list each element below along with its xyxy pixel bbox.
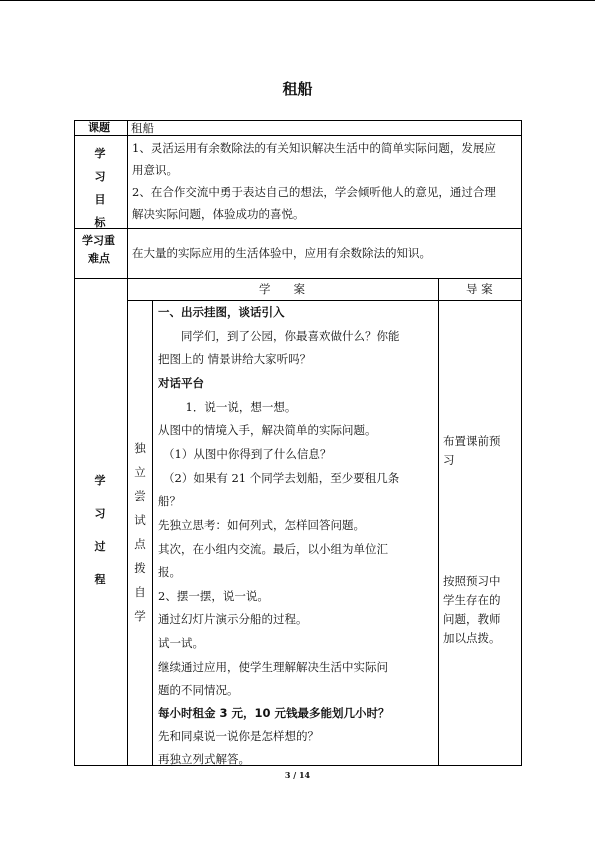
process-line: 其次，在小组内交流。最后，以小组为单位汇: [158, 542, 388, 556]
process-line: 对话平台: [158, 376, 204, 390]
process-line: 每小时租金 3 元，10 元钱最多能划几小时？: [158, 706, 390, 720]
process-line: 通过幻灯片演示分船的过程。: [158, 612, 308, 626]
process-line: 船？: [158, 494, 181, 508]
process-line: 继续通过应用，使学生理解解决生活中实际问: [158, 660, 388, 674]
goal-line-3: 2、在合作交流中勇于表达自己的想法，学会倾听他人的意见，通过合理: [132, 185, 496, 199]
key-points-text: 在大量的实际应用的生活体验中，应用有余数除法的知识。: [132, 246, 431, 260]
goal-line-1: 1、灵活运用有余数除法的有关知识解决生活中的简单实际问题，发展应: [132, 141, 496, 155]
process-line: 同学们，到了公园，你最喜欢做什么？你能: [158, 329, 400, 343]
key-points-label-2: 难点: [88, 252, 110, 265]
process-line: 报。: [158, 565, 181, 579]
process-line: 试一试。: [158, 636, 204, 650]
study-plan-header: 学 案: [259, 282, 305, 296]
process-line: 题的不同情况。: [158, 683, 239, 697]
page-title: 租船: [282, 80, 313, 98]
method-label: 独 立 尝 试 点 拨 自 学: [134, 441, 146, 623]
process-line: 再独立列式解答。: [158, 752, 250, 766]
goals-label: 学 习 目 标: [94, 147, 106, 229]
process-line: （1）从图中你得到了什么信息？: [163, 447, 332, 461]
guide-plan-header: 导 案: [466, 282, 493, 296]
process-line: （2）如果有 21 个同学去划船，至少要租几条: [163, 471, 400, 485]
process-line: 2、摆一摆，说一说。: [158, 589, 269, 603]
topic-value: 租船: [131, 121, 154, 135]
topic-label: 课题: [88, 121, 110, 134]
header-rule: [0, 0, 595, 1]
page-number: 3 / 14: [284, 770, 311, 780]
goal-line-2: 用意识。: [132, 163, 178, 177]
process-line: 从图中的情境入手，解决简单的实际问题。: [158, 423, 377, 437]
key-points-label-1: 学习重: [82, 234, 115, 247]
process-line: 1．说一说，想一想。: [174, 400, 297, 414]
process-line: 一、出示挂图，谈话引入: [158, 305, 285, 319]
process-label: 学 习 过 程: [94, 474, 106, 586]
process-line: 先独立思考：如何列式，怎样回答问题。: [158, 518, 365, 532]
process-line: 先和同桌说一说你是怎样想的？: [158, 729, 319, 743]
goal-line-4: 解决实际问题，体验成功的喜悦。: [132, 207, 305, 221]
process-line: 把图上的 情景讲给大家听吗？: [158, 352, 312, 366]
